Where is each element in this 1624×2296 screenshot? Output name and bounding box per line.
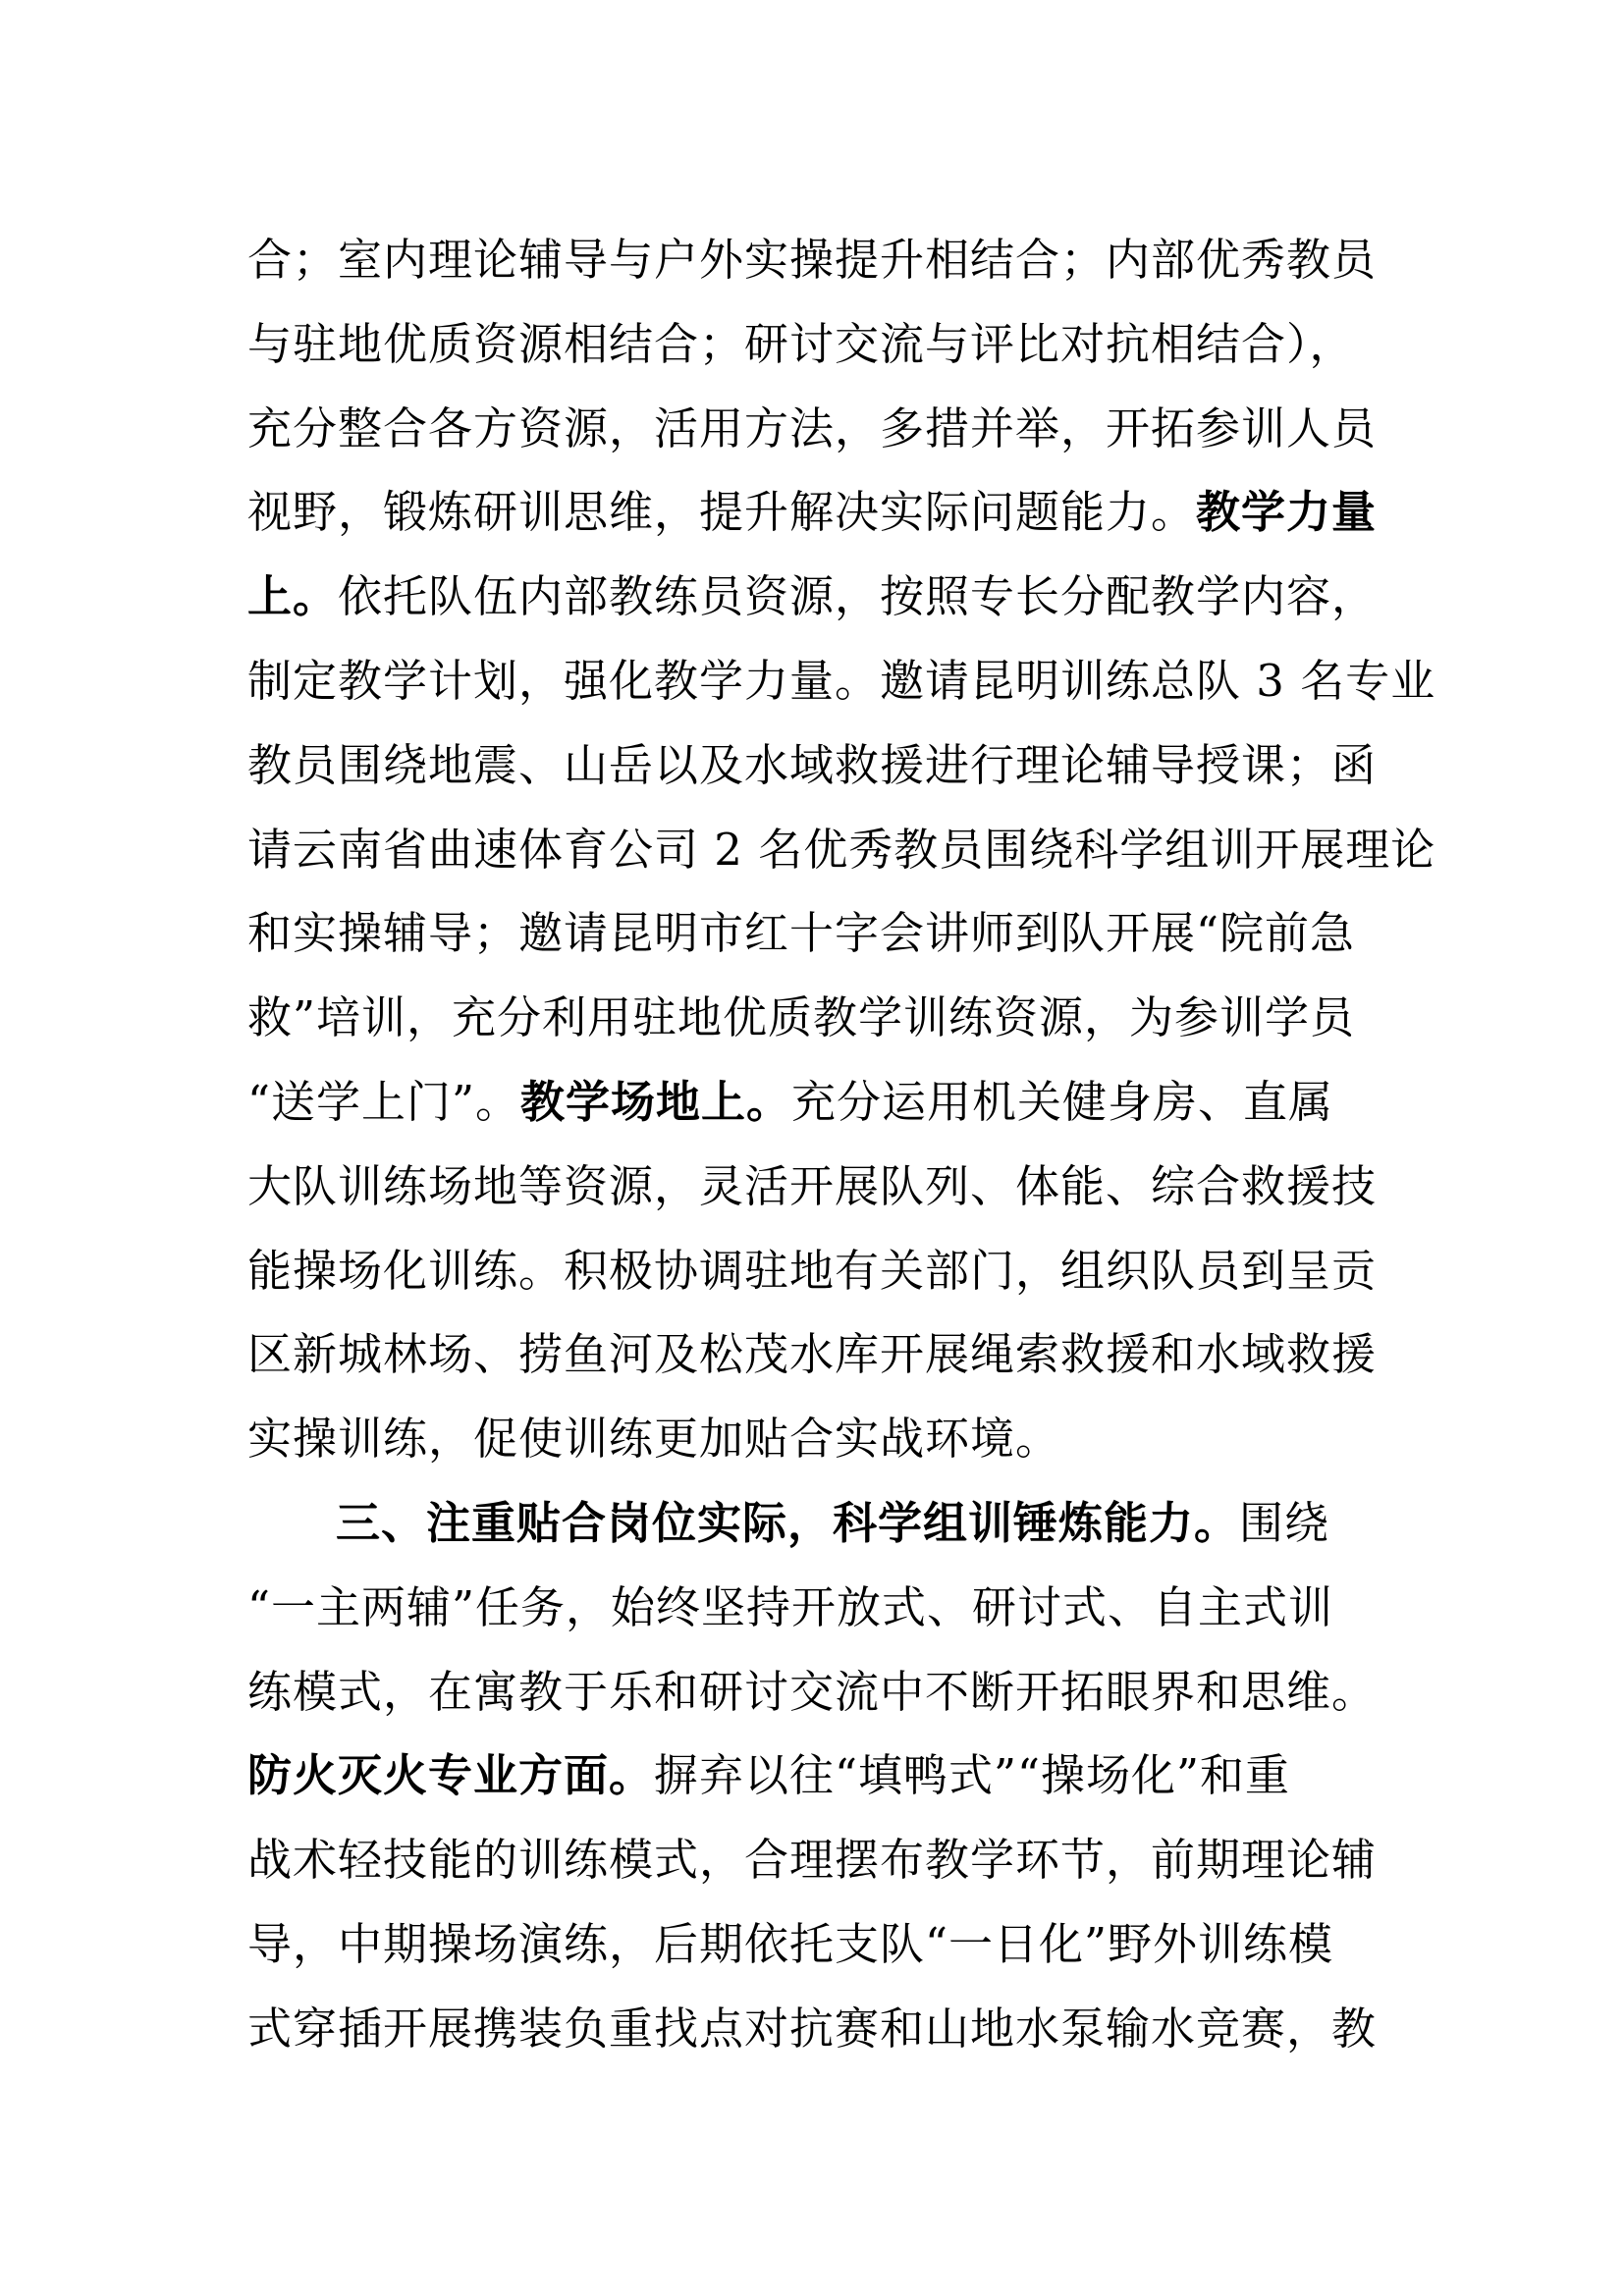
text-line	[247, 302, 1386, 387]
text-line	[247, 387, 1386, 471]
text-run: 充分运用机关健身房、直属	[791, 1075, 1334, 1128]
text-run: 战术轻技能的训练模式，合理摆布教学环节，前期理论辅	[247, 1834, 1378, 1887]
text-line	[247, 1312, 1386, 1397]
text-run: “一主两辅”任务，始终坚持开放式、研讨式、自主式训	[247, 1580, 1334, 1633]
text-line	[247, 555, 1386, 639]
bold-heading-run: 教学力量	[1196, 486, 1378, 539]
text-run: 大队训练场地等资源，灵活开展队列、体能、综合救援技	[247, 1159, 1378, 1212]
bold-heading-run: 教学场地上。	[520, 1075, 792, 1128]
text-run: 练模式，在寓教于乐和研讨交流中不断开拓眼界和思维。	[247, 1665, 1378, 1718]
text-run: 导，中期操场演练，后期依托支队“一日化”野外训练模	[247, 1917, 1334, 1970]
text-line	[247, 1818, 1386, 1902]
text-line	[247, 1566, 1386, 1650]
text-line	[247, 891, 1386, 976]
text-run: 救”培训，充分利用驻地优质教学训练资源，为参训学员	[247, 991, 1356, 1044]
text-run: 实操训练，促使训练更加贴合实战环境。	[247, 1413, 1061, 1466]
text-line	[247, 1987, 1386, 2071]
section-heading: 三、注重贴合岗位实际，科学组训锤炼能力。	[336, 1496, 1240, 1549]
text-line	[247, 1229, 1386, 1313]
text-line	[247, 1397, 1386, 1481]
text-run: 能操场化训练。积极协调驻地有关部门，组织队员到呈贡	[247, 1244, 1378, 1297]
text-run: 与驻地优质资源相结合；研讨交流与评比对抗相结合），	[247, 317, 1355, 370]
text-run: 充分整合各方资源，活用方法，多措并举，开拓参训人员	[247, 401, 1378, 454]
text-line	[247, 1734, 1386, 1818]
text-line	[247, 639, 1436, 723]
text-line	[247, 470, 1386, 555]
text-run: 请云南省曲速体育公司 2 名优秀教员围绕科学组训开展理论	[247, 823, 1436, 876]
text-line	[247, 218, 1386, 302]
text-run: 教员围绕地震、山岳以及水域救援进行理论辅导授课；函	[247, 738, 1378, 791]
text-run: 视野，锻炼研训思维，提升解决实际问题能力。	[247, 486, 1197, 539]
text-line	[247, 976, 1386, 1060]
text-run: 围绕	[1239, 1496, 1330, 1549]
text-line	[247, 1145, 1386, 1229]
body-text	[247, 218, 1436, 2071]
text-run: 区新城林场、捞鱼河及松茂水库开展绳索救援和水域救援	[247, 1328, 1378, 1381]
bold-heading-run: 上。	[247, 570, 339, 623]
text-run: 和实操辅导；邀请昆明市红十字会讲师到队开展“院前急	[247, 907, 1356, 960]
text-run: 摒弃以往“填鸭式”“操场化”和重	[654, 1749, 1291, 1802]
text-run: 依托队伍内部教练员资源，按照专长分配教学内容，	[338, 570, 1378, 623]
text-run: 制定教学计划，强化教学力量。邀请昆明训练总队 3 名专业	[247, 654, 1436, 707]
text-line	[247, 808, 1436, 892]
text-line	[247, 1902, 1386, 1987]
text-line	[247, 1650, 1386, 1735]
bold-heading-run: 防火灭火专业方面。	[247, 1749, 655, 1802]
text-run: 合；室内理论辅导与户外实操提升相结合；内部优秀教员	[247, 234, 1378, 286]
text-line	[247, 1060, 1386, 1145]
section-heading-line	[247, 1481, 1386, 1566]
text-run: “送学上门”。	[247, 1075, 521, 1128]
text-line	[247, 723, 1386, 808]
text-run: 式穿插开展携装负重找点对抗赛和山地水泵输水竞赛，教	[247, 2002, 1378, 2055]
